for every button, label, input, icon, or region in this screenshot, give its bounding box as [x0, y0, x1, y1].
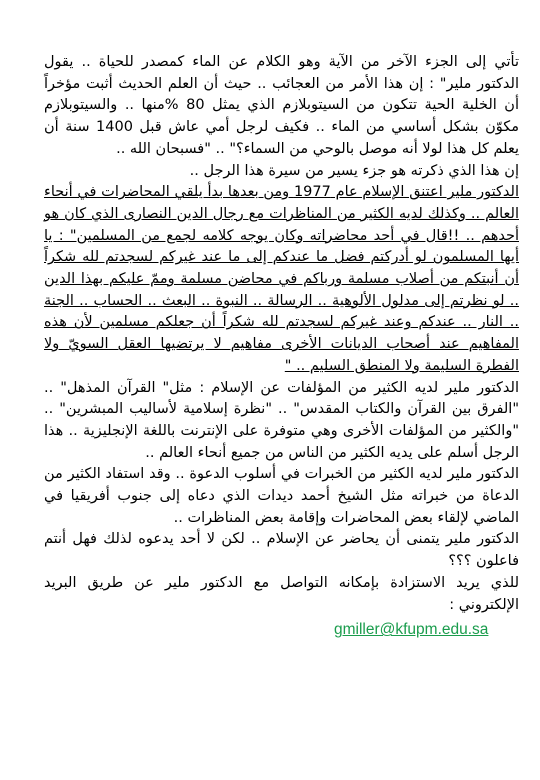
email-link[interactable]: gmiller@kfupm.edu.sa — [334, 621, 489, 639]
paragraph-invitation-question: الدكتور ملير يتمنى أن يحاضر عن الإسلام .. لكن لا أحد يدعوه لذلك فهل أنتم فاعلون ؟؟؟ — [44, 531, 519, 570]
paragraph-water-verse: تأتي إلى الجزء الآخر من الآية وهو الكلام عن الماء كمصدر للحياة .. يقول الدكتور ملير" : إن هذا الأمر من العجائب .. حيث أن العلم الحديث أثبت مؤخراً أن الخلية الحية تتكون من السيتوبلازم الذي يمثل 80 %منها .. والسيتوبلازم مكوّن بشكل أساسي من الماء .. فكيف لرجل أمي عاش قبل 1400 سنة أن يعلم كل هذا لولا أنه موصل بالوحي من السماء؟" .. "فسبحان الله .. — [44, 54, 519, 157]
email-line — [44, 616, 519, 644]
paragraph-conversion-lectures: الدكتور ملير اعتنق الإسلام عام 1977 ومن بعدها بدأ يلقي المحاضرات في أنحاء العالم .. وكذلك لديه الكثير من المناظرات مع رجال الدين النصارى الذي كان هو أحدهم .. !!قال في أحد محاضراته وكان يوجه كلامه لجمع من المسلمين" : يا أيها المسلمون لو أدركتم فضل ما عندكم إلى ما عند غيركم لسجدتم لله شكراً أن أنبتكم من أصلاب مسلمة ورباكم في محاضن مسلمة وممّ عليكم بهذا الدين .. لو نظرتم إلى مدلول الألوهية .. الرسالة .. النبوة .. البعث .. الحساب .. الجنة .. النار .. عندكم وعند غيركم لسجدتم لله شكراً أن جعلكم مسلمين لأن هذه المفاهيم عند أصحاب الديانات الأخرى مفاهيم لا يرتضيها العقل السويّ ولا الفطرة السليمة ولا المنطق السليم .. " — [44, 184, 519, 374]
document-body — [44, 52, 519, 644]
paragraph-dawah-experience: الدكتور ملير لديه الكثير من الخبرات في أسلوب الدعوة .. وقد استفاد الكثير من الدعاة من خبراته مثل الشيخ أحمد ديدات الذي دعاه إلى جنوب أفريقيا في الماضي لإلقاء بعض المحاضرات وإقامة بعض المناظرات .. — [44, 466, 519, 526]
paragraph-contact-intro: للذي يريد الاستزادة بإمكانه التواصل مع الدكتور ملير عن طريق البريد الإلكتروني : — [44, 574, 519, 613]
paragraph-publications: الدكتور ملير لديه الكثير من المؤلفات عن الإسلام : مثل" القرآن المذهل" .. "الفرق بين القرآن والكتاب المقدس" .. "نظرة إسلامية لأساليب المبشرين" .. "والكثير من المؤلفات الأخرى وهي متوفرة على الإنترنت باللغة الإنجليزية .. هذا الرجل أسلم على يديه الكثير من الناس من جميع أنحاء العالم .. — [44, 379, 519, 461]
paragraph-biography-note: إن هذا الذي ذكرته هو جزء يسير من سيرة هذا الرجل .. — [189, 162, 519, 179]
